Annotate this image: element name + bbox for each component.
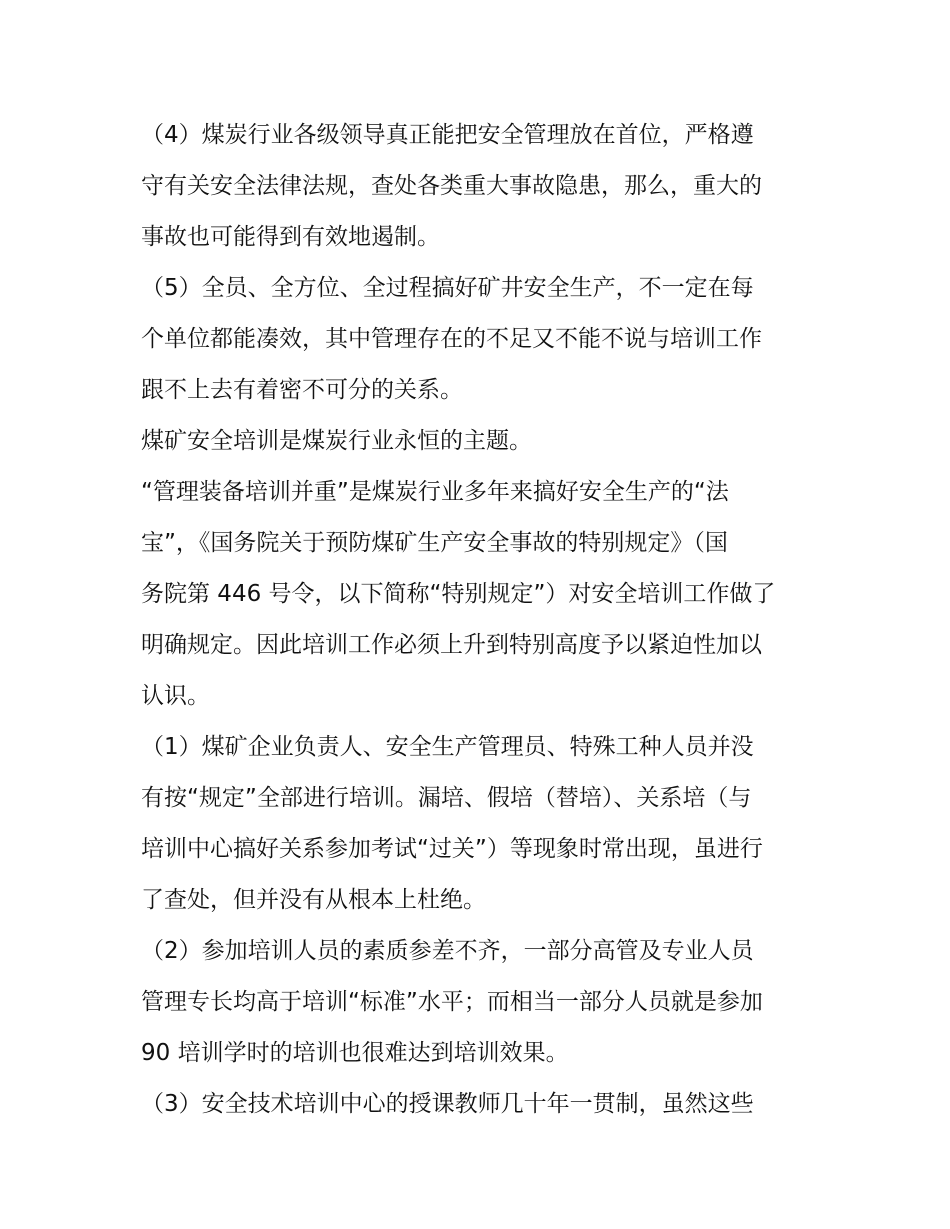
text-line: （4）煤炭行业各级领导真正能把安全管理放在首位，严格遵 xyxy=(141,122,754,148)
text-line: （2）参加培训人员的素质参差不齐，一部分高管及专业人员 xyxy=(141,938,754,964)
text-line: “管理装备培训并重”是煤炭行业多年来搞好安全生产的“法 xyxy=(141,479,729,505)
document-body xyxy=(141,110,813,1130)
text-line: 守有关安全法律法规，查处各类重大事故隐患，那么，重大的 xyxy=(141,173,762,199)
text-line: 培训中心搞好关系参加考试“过关”）等现象时常出现，虽进行 xyxy=(141,836,763,862)
text-line: 90 培训学时的培训也很难达到培训效果。 xyxy=(141,1040,569,1066)
text-line: （1）煤矿企业负责人、安全生产管理员、特殊工种人员并没 xyxy=(141,734,754,760)
text-line: （3）安全技术培训中心的授课教师几十年一贯制，虽然这些 xyxy=(141,1091,754,1117)
text-line: （5）全员、全方位、全过程搞好矿井安全生产，不一定在每 xyxy=(141,275,754,301)
text-line: 跟不上去有着密不可分的关系。 xyxy=(141,377,463,403)
text-line: 煤矿安全培训是煤炭行业永恒的主题。 xyxy=(141,428,532,454)
text-line: 宝”，《国务院关于预防煤矿生产安全事故的特别规定》（国 xyxy=(141,530,728,556)
text-line: 事故也可能得到有效地遏制。 xyxy=(141,224,440,250)
text-line: 个单位都能凑效，其中管理存在的不足又不能不说与培训工作 xyxy=(141,326,762,352)
text-line: 了查处，但并没有从根本上杜绝。 xyxy=(141,887,486,913)
text-line: 认识。 xyxy=(141,683,210,709)
text-line: 明确规定。因此培训工作必须上升到特别高度予以紧迫性加以 xyxy=(141,632,762,658)
text-line: 管理专长均高于培训“标准”水平；而相当一部分人员就是参加 xyxy=(141,989,763,1015)
text-line: 有按“规定”全部进行培训。漏培、假培（替培）、关系培（与 xyxy=(141,785,752,811)
text-line: 务院第 446 号令，以下简称“特别规定”）对安全培训工作做了 xyxy=(141,581,776,607)
